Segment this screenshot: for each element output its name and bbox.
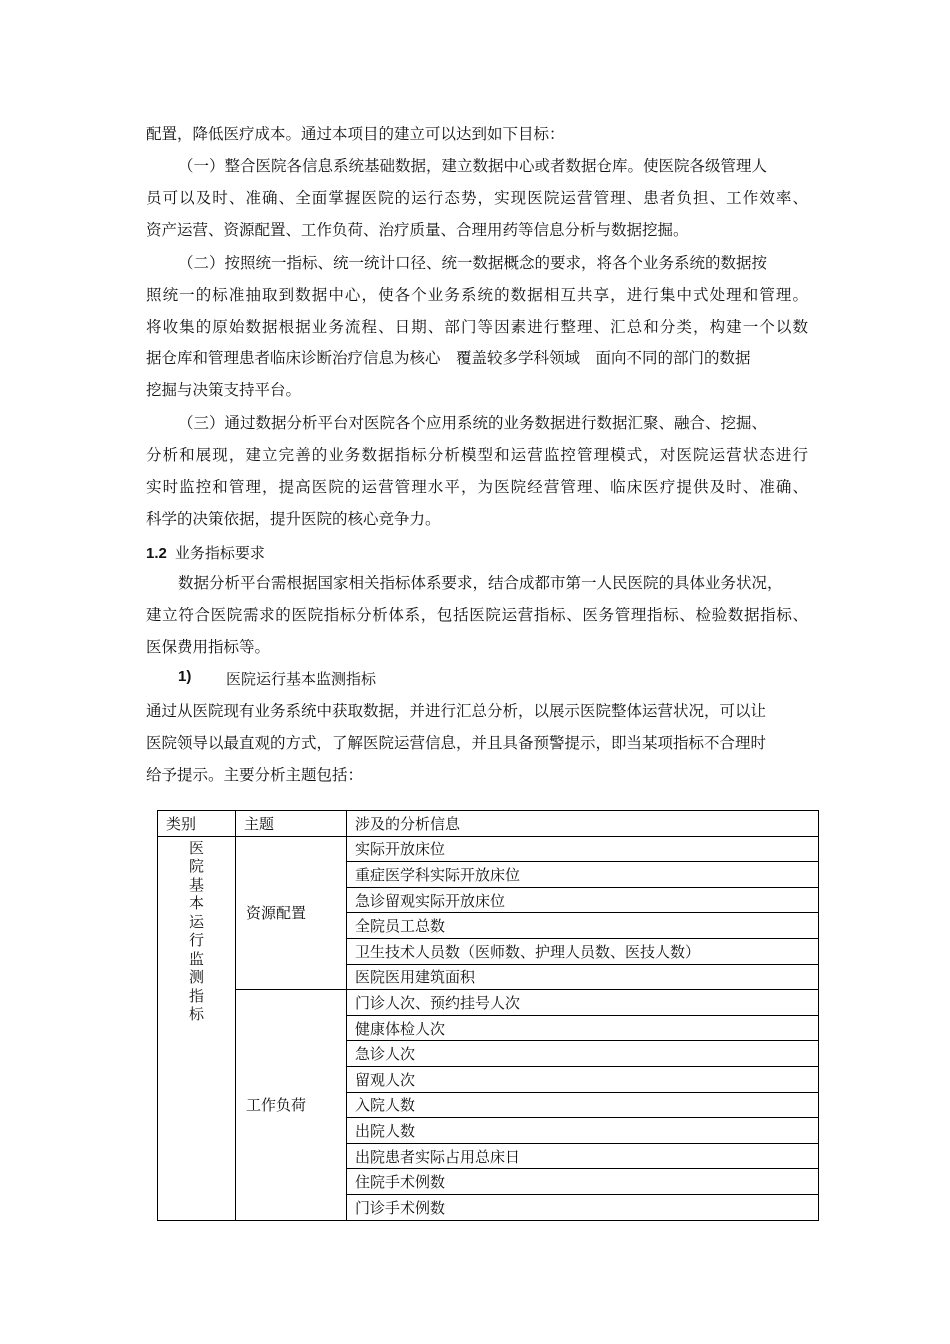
table-cell: 全院员工总数 xyxy=(347,913,819,939)
topic-cell: 工作负荷 xyxy=(236,990,347,1220)
indicator-table xyxy=(157,810,819,1221)
paragraph-line: 医院领导以最直观的方式，了解医院运营信息，并且具备预警提示，即当某项指标不合理时 xyxy=(146,734,767,752)
paragraph-line: 分析和展现，建立完善的业务数据指标分析模型和运营监控管理模式，对医院运营状态进行 xyxy=(146,446,808,464)
topic-cell: 资源配置 xyxy=(236,836,347,990)
paragraph-line: 给予提示。主要分析主题包括： xyxy=(146,766,364,784)
paragraph-line: 员可以及时、准确、全面掌握医院的运行态势，实现医院运营管理、患者负担、工作效率、 xyxy=(146,189,808,207)
table-cell: 医院医用建筑面积 xyxy=(347,964,819,990)
table-cell: 住院手术例数 xyxy=(347,1169,819,1195)
table-cell: 急诊留观实际开放床位 xyxy=(347,887,819,913)
table-cell: 卫生技术人员数（医师数、护理人员数、医技人数） xyxy=(347,938,819,964)
paragraph-line: 数据分析平台需根据国家相关指标体系要求，结合成都市第一人民医院的具体业务状况， xyxy=(178,574,783,592)
table-cell: 急诊人次 xyxy=(347,1041,819,1067)
table-cell: 门诊手术例数 xyxy=(347,1194,819,1220)
section-number: 1.2 xyxy=(146,545,167,562)
table-header: 主题 xyxy=(236,811,347,837)
paragraph-line: （三）通过数据分析平台对医院各个应用系统的业务数据进行数据汇聚、融合、挖掘、 xyxy=(178,414,768,432)
category-label: 医院基本运行监测指标 xyxy=(188,838,204,1024)
table-cell: 实际开放床位 xyxy=(347,836,819,862)
paragraph-line: （二）按照统一指标、统一统计口径、统一数据概念的要求，将各个业务系统的数据按 xyxy=(178,254,768,272)
paragraph-line: 医保费用指标等。 xyxy=(146,638,271,656)
paragraph-line: 通过从医院现有业务系统中获取数据，并进行汇总分析，以展示医院整体运营状况，可以让 xyxy=(146,702,767,720)
table-cell: 健康体检人次 xyxy=(347,1015,819,1041)
section-title: 业务指标要求 xyxy=(174,545,265,562)
table-cell: 留观人次 xyxy=(347,1066,819,1092)
paragraph-line: 照统一的标准抽取到数据中心，使各个业务系统的数据相互共享，进行集中式处理和管理。 xyxy=(146,286,808,304)
table-cell: 门诊人次、预约挂号人次 xyxy=(347,990,819,1016)
paragraph-line: 配置，降低医疗成本。通过本项目的建立可以达到如下目标： xyxy=(146,125,565,143)
table-cell: 出院人数 xyxy=(347,1118,819,1144)
paragraph-line: 实时监控和管理，提高医院的运营管理水平，为医院经营管理、临床医疗提供及时、准确、 xyxy=(146,478,808,496)
category-cell xyxy=(158,836,236,1220)
table-row xyxy=(158,990,819,1016)
table-cell: 入院人数 xyxy=(347,1092,819,1118)
paragraph-line: 挖掘与决策支持平台。 xyxy=(146,381,302,399)
table-cell: 重症医学科实际开放床位 xyxy=(347,862,819,888)
paragraph-line: （一）整合医院各信息系统基础数据，建立数据中心或者数据仓库。使医院各级管理人 xyxy=(178,157,768,175)
section-heading xyxy=(146,542,265,563)
paragraph-line: 将收集的原始数据根据业务流程、日期、部门等因素进行整理、汇总和分类，构建一个以数 xyxy=(146,318,808,336)
table-row xyxy=(158,836,819,862)
table-cell: 出院患者实际占用总床日 xyxy=(347,1143,819,1169)
subsection-title: 医院运行基本监测指标 xyxy=(226,670,377,688)
subsection-number: 1) xyxy=(178,668,192,685)
table-header: 类别 xyxy=(158,811,236,837)
paragraph-line: 建立符合医院需求的医院指标分析体系，包括医院运营指标、医务管理指标、检验数据指标、 xyxy=(146,606,808,624)
paragraph-line: 资产运营、资源配置、工作负荷、治疗质量、合理用药等信息分析与数据挖掘。 xyxy=(146,221,689,239)
paragraph-line: 科学的决策依据，提升医院的核心竞争力。 xyxy=(146,510,441,528)
table-header: 涉及的分析信息 xyxy=(347,811,819,837)
table-header-row xyxy=(158,811,819,837)
paragraph-line: 据仓库和管理患者临床诊断治疗信息为核心 覆盖较多学科领域 面向不同的部门的数据 xyxy=(146,349,751,367)
